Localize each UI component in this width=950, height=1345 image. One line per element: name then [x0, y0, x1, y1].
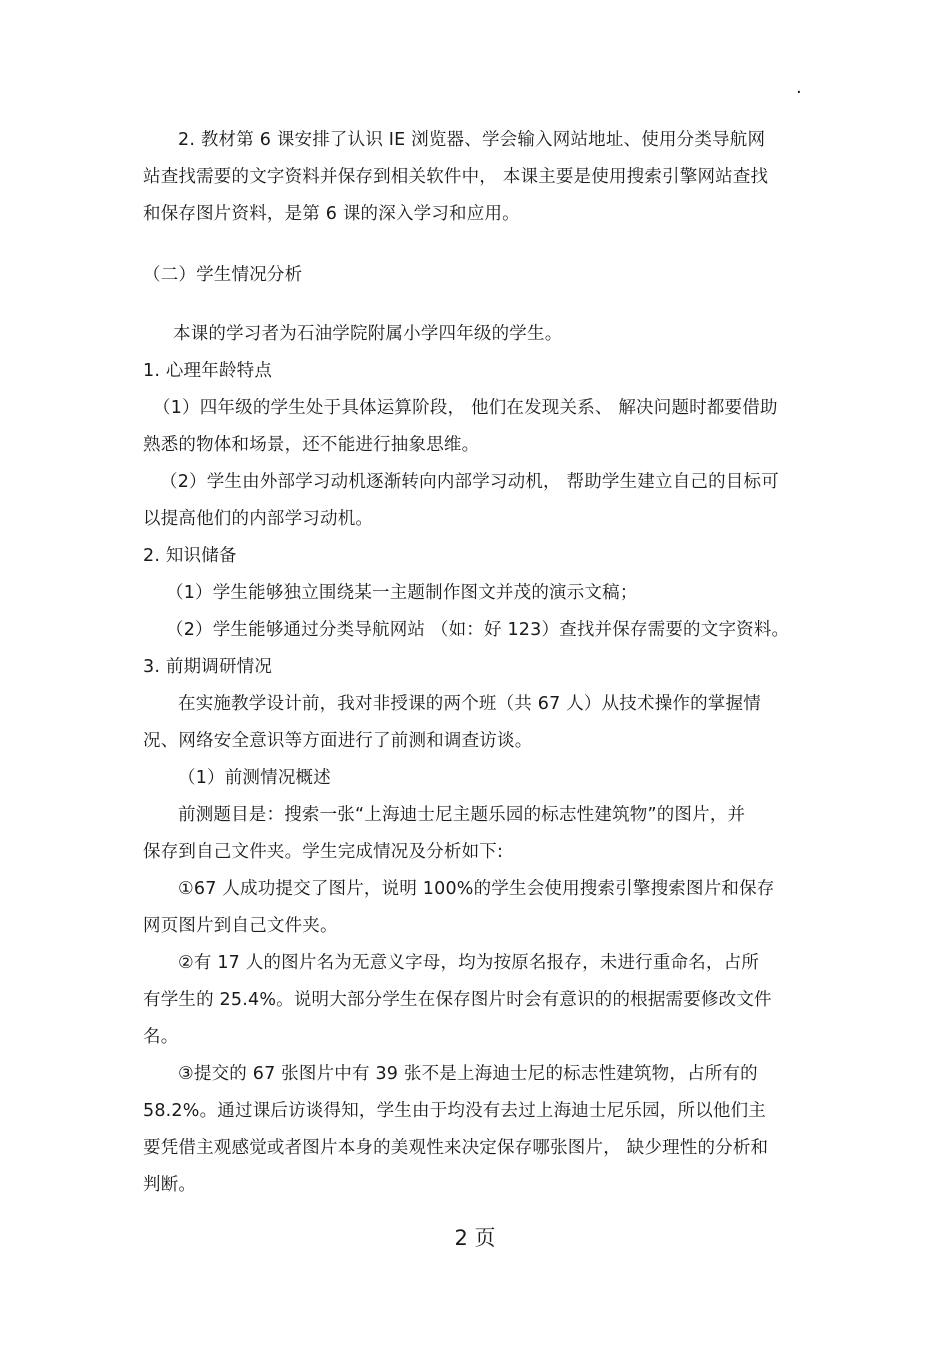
paragraph-psychology-1b: 熟悉的物体和场景，还不能进行抽象思维。 — [143, 435, 480, 455]
paragraph-psychology-2b: 以提高他们的内部学习动机。 — [143, 509, 374, 529]
paragraph-textbook-3: 和保存图片资料，是第 6 课的深入学习和应用。 — [143, 204, 520, 224]
paragraph-textbook-1: 2. 教材第 6 课安排了认识 IE 浏览器、学会输入网站地址、使用分类导航网 — [178, 130, 766, 150]
paragraph-result-1a: ①67 人成功提交了图片，说明 100%的学生会使用搜索引擎搜索图片和保存 — [178, 879, 775, 899]
page-number: 2 页 — [454, 1226, 496, 1250]
paragraph-psychology-2a: （2）学生由外部学习动机逐渐转向内部学习动机， 帮助学生建立自己的目标可 — [160, 472, 779, 492]
paragraph-knowledge-1: （1）学生能够独立围绕某一主题制作图文并茂的演示文稿； — [166, 583, 638, 603]
paragraph-textbook-2: 站查找需要的文字资料并保存到相关软件中， 本课主要是使用搜索引擎网站查找 — [143, 167, 769, 187]
paragraph-pretest-1a: 前测题目是：搜索一张“上海迪士尼主题乐园的标志性建筑物”的图片，并 — [178, 805, 746, 825]
subheading-pretest-overview: （1）前测情况概述 — [178, 768, 331, 788]
subheading-knowledge: 2. 知识储备 — [143, 546, 237, 566]
paragraph-knowledge-2: （2）学生能够通过分类导航网站 （如：好 123）查找并保存需要的文字资料。 — [166, 620, 790, 640]
paragraph-survey-1a: 在实施教学设计前，我对非授课的两个班（共 67 人）从技术操作的掌握情 — [178, 694, 761, 714]
document-body — [143, 122, 803, 1204]
paragraph-result-2c: 名。 — [143, 1027, 179, 1047]
paragraph-result-1b: 网页图片到自己文件夹。 — [143, 916, 338, 936]
paragraph-result-3b: 58.2%。通过课后访谈得知，学生由于均没有去过上海迪士尼乐园，所以他们主 — [143, 1101, 766, 1121]
paragraph-learners: 本课的学习者为石油学院附属小学四年级的学生。 — [173, 324, 563, 344]
paragraph-psychology-1a: （1）四年级的学生处于具体运算阶段， 他们在发现关系、 解决问题时都要借助 — [153, 398, 778, 418]
paragraph-pretest-1b: 保存到自己文件夹。学生完成情况及分析如下: — [143, 842, 504, 862]
paragraph-result-3d: 判断。 — [143, 1175, 197, 1195]
paragraph-result-2b: 有学生的 25.4%。说明大部分学生在保存图片时会有意识的的根据需要修改文件 — [143, 990, 772, 1010]
paragraph-survey-1b: 况、网络安全意识等方面进行了前测和调查访谈。 — [143, 731, 533, 751]
paragraph-result-3a: ③提交的 67 张图片中有 39 张不是上海迪士尼的标志性建筑物，占所有的 — [178, 1064, 758, 1084]
paragraph-result-3c: 要凭借主观感觉或者图片本身的美观性来决定保存哪张图片， 缺少理性的分析和 — [143, 1138, 769, 1158]
page-marker: . — [796, 77, 802, 98]
paragraph-result-2a: ②有 17 人的图片名为无意义字母，均为按原名报存，未进行重命名，占所 — [178, 953, 760, 973]
subheading-survey: 3. 前期调研情况 — [143, 657, 273, 677]
section-heading-student-analysis: （二）学生情况分析 — [143, 265, 303, 285]
subheading-psychology: 1. 心理年龄特点 — [143, 361, 273, 381]
